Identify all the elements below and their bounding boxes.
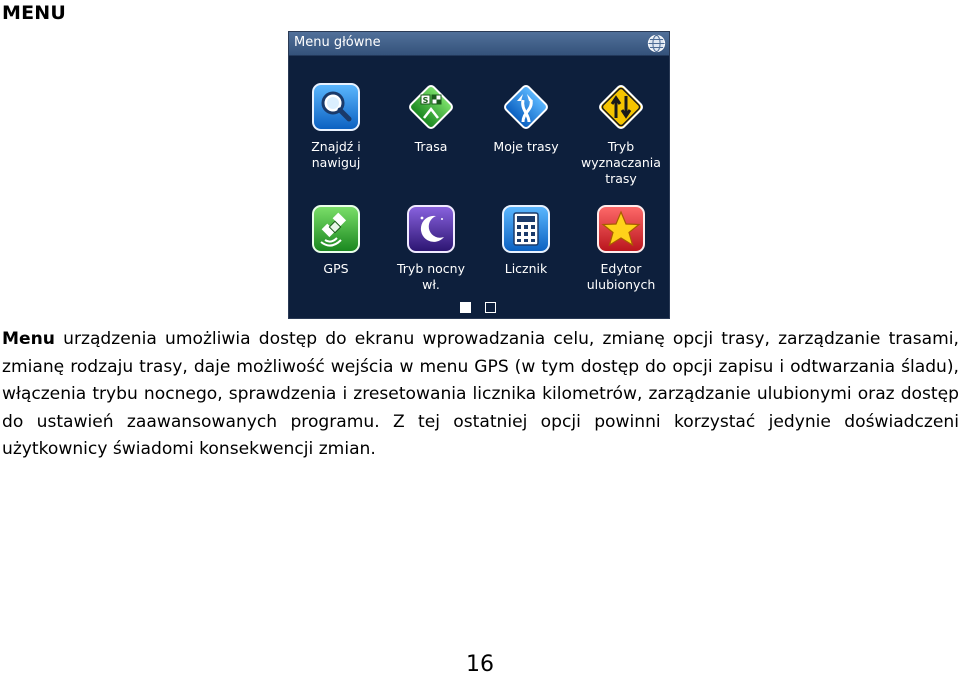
title-bar — [289, 32, 669, 56]
page-number: 16 — [466, 652, 494, 677]
tile-counter[interactable] — [480, 204, 572, 277]
tile-night-mode[interactable] — [385, 204, 477, 293]
tile-label: Edytor ulubionych — [586, 261, 656, 292]
device-main-menu-screenshot — [288, 31, 670, 319]
tile-label: Tryb nocny wł. — [396, 261, 465, 292]
calculator-icon — [501, 204, 551, 254]
paragraph-body: urządzenia umożliwia dostęp do ekranu wprowadzania celu, zmianę opcji trasy, zarządzanie trasami, zmianę rodzaju trasy, daje możliwość wejścia w menu GPS (w tym dostęp do opcji zapisu i odtwarzania śladu), włączenia trybu nocnego, sprawdzenia i zresetowania licznika kilometrów, zarządzanie ulubionymi oraz dostęp do ustawień zaawansowanych programu. Z tej ostatniej opcji powinni korzystać jedynie doświadczeni użytkownicy świadomi konsekwencji zmian. — [2, 329, 959, 459]
tile-gps[interactable] — [290, 204, 382, 277]
page-dot-active[interactable] — [460, 302, 471, 313]
paragraph-lead: Menu — [2, 329, 55, 349]
tile-label: Trasa — [414, 139, 448, 154]
star-icon — [596, 204, 646, 254]
tile-label: Tryb wyznaczania trasy — [581, 139, 661, 186]
tile-label: Moje trasy — [493, 139, 559, 154]
tile-favorites-editor[interactable] — [575, 204, 667, 293]
globe-icon[interactable] — [647, 34, 666, 53]
svg-text:S: S — [422, 96, 429, 105]
tile-my-routes[interactable] — [480, 82, 572, 155]
my-routes-icon — [501, 82, 551, 132]
tile-label: Licznik — [504, 261, 548, 276]
tile-route-mode[interactable] — [575, 82, 667, 186]
route-icon — [406, 82, 456, 132]
moon-icon — [406, 204, 456, 254]
route-mode-sign-icon — [596, 82, 646, 132]
section-heading: MENU — [2, 2, 67, 24]
magnifier-icon — [311, 82, 361, 132]
satellite-icon — [311, 204, 361, 254]
screen-title: Menu główne — [294, 35, 381, 50]
description-paragraph — [2, 326, 959, 464]
tile-label: Znajdź i nawiguj — [311, 139, 361, 170]
tile-find-and-navigate[interactable] — [290, 82, 382, 171]
page-dot-inactive[interactable] — [485, 302, 496, 313]
tile-route[interactable] — [385, 82, 477, 155]
tile-label: GPS — [323, 261, 349, 276]
